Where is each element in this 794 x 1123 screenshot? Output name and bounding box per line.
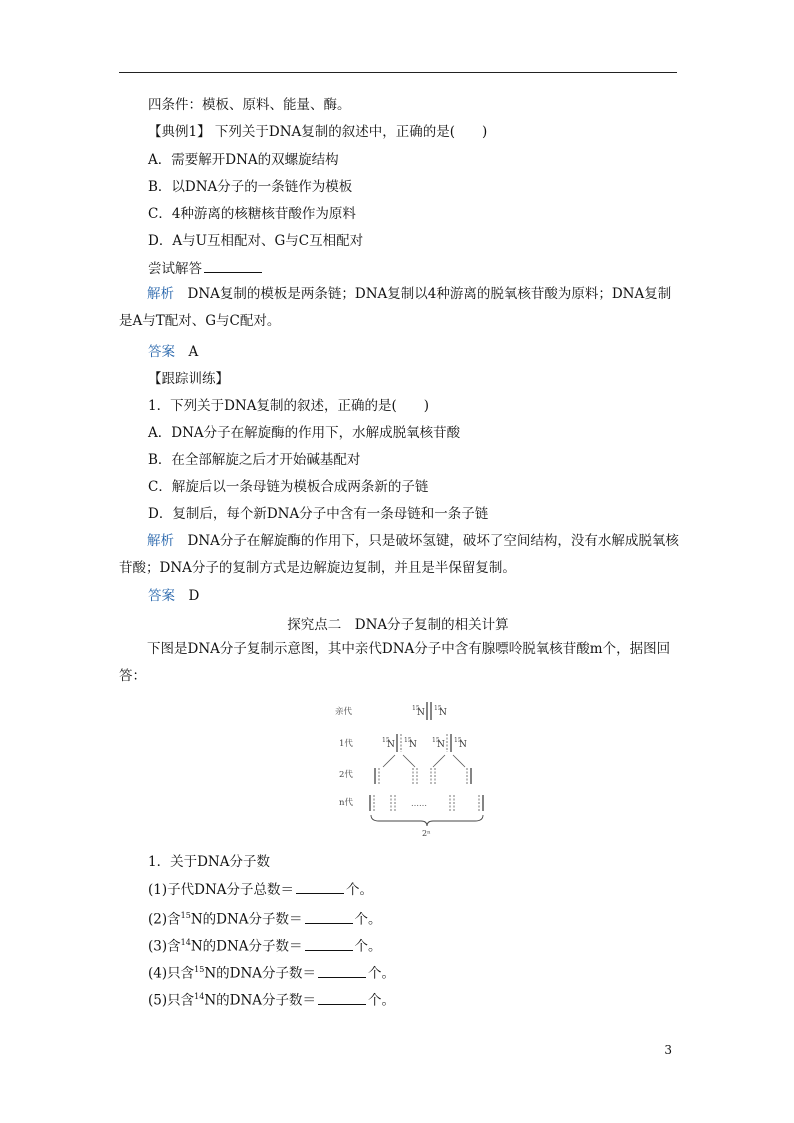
intro-text: 下图是DNA分子复制示意图，其中亲代DNA分子中含有腺嘌呤脱氧核苷酸m个，据图回答： xyxy=(119,641,671,684)
svg-text:N: N xyxy=(417,708,425,718)
gen2-dna xyxy=(375,768,471,784)
answer-label: 答案 xyxy=(148,344,175,360)
fig-dots: …… xyxy=(411,799,427,808)
fig-label-gen1: 1代 xyxy=(339,739,353,749)
header-rule xyxy=(119,72,677,73)
parent-dna xyxy=(412,702,447,720)
section-title: 探究点二 DNA分子复制的相关计算 xyxy=(287,617,509,633)
fig-brace-label: 2ⁿ xyxy=(422,829,431,838)
analysis-label: 解析 xyxy=(147,286,174,302)
svg-text:N: N xyxy=(437,740,445,750)
example-option-c: C．4种游离的核糖核苷酸作为原料 xyxy=(148,206,356,222)
answer-1-value: A xyxy=(188,344,199,360)
example-question: 下列关于DNA复制的叙述中，正确的是( ) xyxy=(214,124,488,140)
dna-replication-figure xyxy=(335,698,495,838)
fig-brace xyxy=(371,815,483,826)
answer-label-2: 答案 xyxy=(148,588,175,604)
try-answer-line xyxy=(148,259,264,278)
fig-label-parent: 亲代 xyxy=(335,707,353,717)
answer-blank-1[interactable] xyxy=(296,880,344,894)
gen1-dna xyxy=(382,734,467,752)
training-option-d: D．复制后，每个新DNA分子中含有一条母链和一条子链 xyxy=(148,506,489,522)
answer-blank-3[interactable] xyxy=(305,937,353,951)
question-3: (3)含$^{14}$N的DNA分子数＝ 个。 xyxy=(148,938,382,955)
svg-text:N: N xyxy=(439,708,447,718)
analysis-2 xyxy=(119,528,681,582)
try-answer-label: 尝试解答 xyxy=(148,261,202,277)
svg-text:N: N xyxy=(459,740,467,750)
question-heading: 1．关于DNA分子数 xyxy=(148,854,270,870)
fig-label-genn: n代 xyxy=(339,798,353,808)
replication-arrows xyxy=(383,755,465,767)
example-option-a: A．需要解开DNA的双螺旋结构 xyxy=(148,152,339,168)
svg-text:15: 15 xyxy=(454,737,462,744)
page-number: 3 xyxy=(664,1043,672,1057)
try-answer-blank[interactable] xyxy=(204,259,262,273)
svg-text:N: N xyxy=(409,740,417,750)
example-option-d: D．A与U互相配对、G与C互相配对 xyxy=(148,233,364,249)
answer-1-line xyxy=(148,343,198,361)
example-option-b: B．以DNA分子的一条链作为模板 xyxy=(148,179,353,195)
answer-blank-4[interactable] xyxy=(318,964,366,978)
example-question-line xyxy=(148,123,487,141)
training-label: 【跟踪训练】 xyxy=(148,371,229,387)
analysis-1-text: DNA复制的模板是两条链；DNA复制以4种游离的脱氧核苷酸为原料；DNA复制是A与T配对、G与C配对。 xyxy=(119,286,672,329)
question-5: (5)只含$^{14}$N的DNA分子数＝ 个。 xyxy=(148,992,396,1009)
training-question: 1．下列关于DNA复制的叙述，正确的是( ) xyxy=(148,398,430,414)
four-conditions: 四条件：模板、原料、能量、酶。 xyxy=(148,97,351,113)
intro-paragraph xyxy=(119,636,681,690)
training-option-a: A．DNA分子在解旋酶的作用下，水解成脱氧核苷酸 xyxy=(148,425,461,441)
svg-text:N: N xyxy=(387,740,395,750)
answer-2-value: D xyxy=(188,588,200,604)
answer-blank-5[interactable] xyxy=(318,991,366,1005)
svg-text:15: 15 xyxy=(434,705,442,712)
question-4: (4)只含$^{15}$N的DNA分子数＝ 个。 xyxy=(148,965,396,982)
svg-text:15: 15 xyxy=(382,737,390,744)
example-label: 【典例1】 xyxy=(148,124,211,140)
answer-2-line xyxy=(148,587,199,605)
answer-blank-2[interactable] xyxy=(305,910,353,924)
svg-text:15: 15 xyxy=(404,737,412,744)
genn-dna xyxy=(370,795,483,811)
fig-label-gen2: 2代 xyxy=(339,770,353,780)
training-option-c: C．解旋后以一条母链为模板合成两条新的子链 xyxy=(148,479,429,495)
analysis-label-2: 解析 xyxy=(147,533,174,549)
question-2: (2)含$^{15}$N的DNA分子数＝ 个。 xyxy=(148,911,382,928)
training-option-b: B．在全部解旋之后才开始碱基配对 xyxy=(148,452,361,468)
question-1: (1)子代DNA分子总数＝ 个。 xyxy=(148,882,374,898)
svg-text:15: 15 xyxy=(432,737,440,744)
analysis-1 xyxy=(119,281,681,335)
svg-text:15: 15 xyxy=(412,705,420,712)
analysis-2-text: DNA分子在解旋酶的作用下，只是破坏氢键，破坏了空间结构，没有水解成脱氧核苷酸；DNA分子的复制方式是边解旋边复制，并且是半保留复制。 xyxy=(119,533,679,576)
